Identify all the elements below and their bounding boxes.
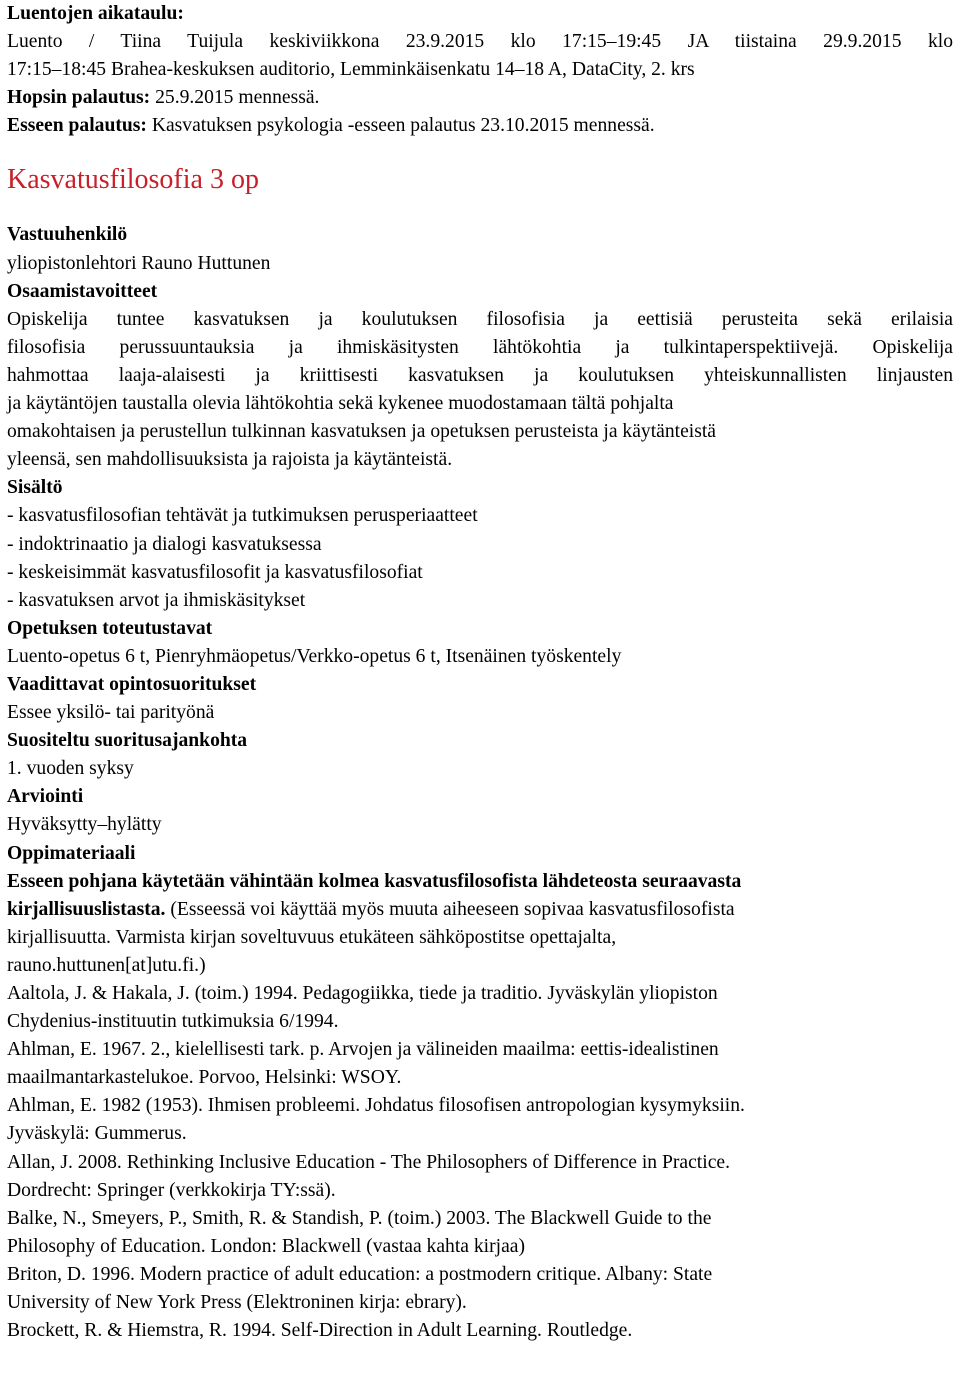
required-value: Essee yksilö- tai parityönä — [7, 702, 215, 724]
assessment-value: Hyväksytty–hylätty — [7, 814, 162, 836]
reference-entry — [7, 1092, 953, 1148]
materials-intro-line-2 — [7, 896, 953, 924]
reference-line: Balke, N., Smeyers, P., Smith, R. & Standish, P. (toim.) 2003. The Blackwell Guide to the — [7, 1207, 712, 1229]
materials-label: Oppimateriaali — [7, 842, 136, 864]
reference-line: Chydenius-instituutin tutkimuksia 6/1994. — [7, 1011, 339, 1033]
hopsi-value: 25.9.2015 mennessä. — [150, 87, 320, 109]
reference-line: Allan, J. 2008. Rethinking Inclusive Education - The Philosophers of Difference in Practice. — [7, 1151, 730, 1173]
reference-entry — [7, 1036, 953, 1092]
objectives-label: Osaamistavoitteet — [7, 280, 158, 302]
reference-line: Dordrecht: Springer (verkkokirja TY:ssä). — [7, 1179, 336, 1201]
reference-line: Ahlman, E. 1967. 2., kielellisesti tark. p. Arvojen ja välineiden maailma: eettis-idealistinen — [7, 1039, 719, 1061]
schedule-heading: Luentojen aikataulu: — [7, 3, 184, 24]
materials-intro-bold: kirjallisuuslistasta. — [7, 898, 166, 920]
reference-entry — [7, 1205, 953, 1261]
hopsi-label: Hopsin palautus: — [7, 87, 151, 109]
reference-entry — [7, 980, 953, 1036]
reference-line: Brockett, R. & Hiemstra, R. 1994. Self-Direction in Adult Learning. Routledge. — [7, 1320, 633, 1342]
reference-entry — [7, 1317, 953, 1345]
objectives-line: omakohtaisen ja perustellun tulkinnan kasvatuksen ja opetuksen perusteista ja käytänteistä — [7, 421, 716, 443]
essay-value: Kasvatuksen psykologia -esseen palautus 23.10.2015 mennessä. — [146, 115, 655, 137]
materials-intro-rest: (Esseessä voi käyttää myös muuta aiheeseen sopivaa kasvatusfilosofista — [165, 898, 735, 920]
content-item: - indoktrinaatio ja dialogi kasvatuksessa — [7, 533, 322, 555]
timing-value: 1. vuoden syksy — [7, 758, 134, 780]
responsible-value: yliopistonlehtori Rauno Huttunen — [7, 252, 271, 274]
content-item: - kasvatusfilosofian tehtävät ja tutkimuksen perusperiaatteet — [7, 505, 478, 527]
document-page — [7, 0, 953, 1345]
essay-deadline — [7, 112, 953, 140]
content-item: - keskeisimmät kasvatusfilosofit ja kasvatusfilosofiat — [7, 561, 423, 583]
schedule-lecture-line-2: 17:15–18:45 Brahea-keskuksen auditorio, Lemminkäisenkatu 14–18 A, DataCity, 2. krs — [7, 59, 695, 81]
timing-label: Suositeltu suoritusajankohta — [7, 730, 248, 752]
teaching-label: Opetuksen toteutustavat — [7, 617, 213, 639]
course-title: Kasvatusfilosofia 3 op — [7, 164, 259, 196]
reference-line: Briton, D. 1996. Modern practice of adult education: a postmodern critique. Albany: State — [7, 1263, 713, 1285]
essay-label: Esseen palautus: — [7, 115, 147, 137]
objectives-line: hahmottaa laaja-alaisesti ja kriittisesti kasvatuksen ja koulutuksen yhteiskunnallisten linjausten — [7, 364, 953, 386]
teaching-value: Luento-opetus 6 t, Pienryhmäopetus/Verkko-opetus 6 t, Itsenäinen työskentely — [7, 645, 622, 667]
schedule-lecture-line-1: Luento / Tiina Tuijula keskiviikkona 23.9.2015 klo 17:15–19:45 JA tiistaina 29.9.2015 klo — [7, 31, 953, 53]
content-item: - kasvatuksen arvot ja ihmiskäsitykset — [7, 589, 306, 611]
objectives-line: Opiskelija tuntee kasvatuksen ja koulutuksen filosofisia ja eettisiä perusteita sekä erilaisia — [7, 308, 953, 330]
reference-line: University of New York Press (Elektroninen kirja: ebrary). — [7, 1292, 467, 1314]
materials-intro-line-1: Esseen pohjana käytetään vähintään kolmea kasvatusfilosofista lähdeteosta seuraavasta — [7, 870, 742, 892]
materials-intro-line-3: kirjallisuutta. Varmista kirjan soveltuvuus etukäteen sähköpostitse opettajalta, — [7, 926, 617, 948]
assessment-label: Arviointi — [7, 786, 84, 808]
content-label: Sisältö — [7, 477, 63, 499]
objectives-line: ja käytäntöjen taustalla olevia lähtökohtia sekä kykenee muodostamaan tältä pohjalta — [7, 393, 674, 415]
reference-line: Aaltola, J. & Hakala, J. (toim.) 1994. Pedagogiikka, tiede ja traditio. Jyväskylän yliopiston — [7, 983, 718, 1004]
reference-list — [7, 980, 953, 1345]
reference-line: Jyväskylä: Gummerus. — [7, 1123, 187, 1145]
reference-line: Ahlman, E. 1982 (1953). Ihmisen probleemi. Johdatus filosofisen antropologian kysymyksiin. — [7, 1095, 745, 1117]
required-label: Vaadittavat opintosuoritukset — [7, 673, 257, 695]
objectives-line: filosofisia perussuuntauksia ja ihmiskäsitysten lähtökohtia ja tulkintaperspektiivejä. Opiskelija — [7, 336, 953, 358]
reference-line: Philosophy of Education. London: Blackwell (vastaa kahta kirjaa) — [7, 1235, 526, 1257]
objectives-line: yleensä, sen mahdollisuuksista ja rajoista ja käytänteistä. — [7, 449, 453, 471]
hopsi-deadline — [7, 84, 953, 112]
reference-entry — [7, 1149, 953, 1205]
reference-entry — [7, 1261, 953, 1317]
reference-line: maailmantarkastelukoe. Porvoo, Helsinki: WSOY. — [7, 1067, 402, 1089]
materials-intro-line-4: rauno.huttunen[at]utu.fi.) — [7, 954, 206, 976]
responsible-label: Vastuuhenkilö — [7, 224, 128, 246]
